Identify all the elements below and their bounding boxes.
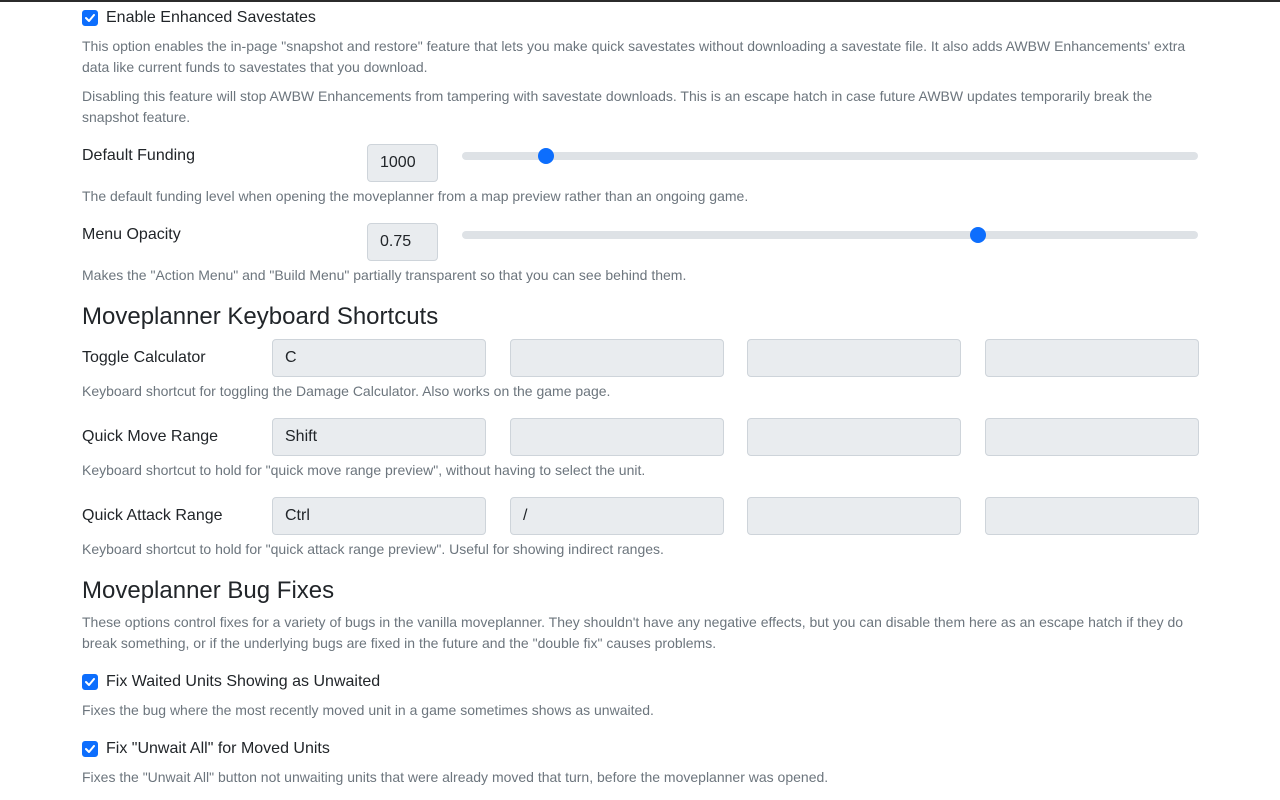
menu-opacity-slider[interactable] [462,231,1198,239]
fix-unwait-all-desc: Fixes the "Unwait All" button not unwaiting units that were already moved that turn, before the moveplanner was opened. [82,769,829,785]
window-top-border [0,0,1280,2]
fix-unwait-all-checkbox[interactable] [82,741,98,757]
quick-move-range-key-2[interactable] [510,418,724,456]
menu-opacity-input[interactable]: 0.75 [367,223,438,261]
quick-attack-range-desc: Keyboard shortcut to hold for "quick attack range preview". Useful for showing indirect ranges. [82,541,664,557]
fix-waited-units-desc: Fixes the bug where the most recently moved unit in a game sometimes shows as unwaited. [82,702,654,718]
toggle-calculator-desc: Keyboard shortcut for toggling the Damage Calculator. Also works on the game page. [82,383,611,399]
enhanced-savestates-row[interactable] [82,6,316,30]
toggle-calculator-key-4[interactable] [985,339,1199,377]
default-funding-label: Default Funding [82,147,195,164]
enhanced-savestates-checkbox[interactable] [82,10,98,26]
bug-fixes-section-title: Moveplanner Bug Fixes [82,577,335,604]
enhanced-savestates-desc-1: This option enables the in-page "snapshot and restore" feature that lets you make quick savestates without downloading a savestate file. It also adds AWBW Enhancements' extra data like current funds to savestates that you download. [82,38,1186,75]
quick-attack-range-key-3[interactable] [747,497,961,535]
quick-move-range-key-3[interactable] [747,418,961,456]
quick-attack-range-label: Quick Attack Range [82,507,223,524]
shortcuts-section-title: Moveplanner Keyboard Shortcuts [82,303,439,330]
default-funding-desc: The default funding level when opening the moveplanner from a map preview rather than an ongoing game. [82,188,749,204]
toggle-calculator-key-2[interactable] [510,339,724,377]
quick-move-range-key-1[interactable]: Shift [272,418,486,456]
menu-opacity-label: Menu Opacity [82,226,181,243]
quick-move-range-label: Quick Move Range [82,428,219,445]
quick-move-range-desc: Keyboard shortcut to hold for "quick move range preview", without having to select the unit. [82,462,646,478]
enhanced-savestates-desc-2: Disabling this feature will stop AWBW Enhancements from tampering with savestate downloads. This is an escape hatch in case future AWBW updates temporarily break the snapshot feature. [82,88,1153,125]
enhanced-savestates-label: Enable Enhanced Savestates [106,9,316,26]
toggle-calculator-key-1[interactable]: C [272,339,486,377]
checkmark-icon [85,14,95,22]
toggle-calculator-key-3[interactable] [747,339,961,377]
fix-unwait-all-label: Fix "Unwait All" for Moved Units [106,740,330,757]
default-funding-input[interactable]: 1000 [367,144,438,182]
default-funding-slider-thumb[interactable] [538,148,554,164]
toggle-calculator-label: Toggle Calculator [82,349,206,366]
fix-waited-units-label: Fix Waited Units Showing as Unwaited [106,673,381,690]
quick-attack-range-key-1[interactable]: Ctrl [272,497,486,535]
default-funding-slider[interactable] [462,152,1198,160]
checkmark-icon [85,678,95,686]
menu-opacity-desc: Makes the "Action Menu" and "Build Menu" partially transparent so that you can see behind them. [82,267,687,283]
checkmark-icon [85,745,95,753]
fix-waited-units-checkbox[interactable] [82,674,98,690]
quick-attack-range-key-2[interactable]: / [510,497,724,535]
fix-unwait-all-row[interactable] [82,737,330,761]
quick-move-range-key-4[interactable] [985,418,1199,456]
fix-waited-units-row[interactable] [82,670,380,694]
quick-attack-range-key-4[interactable] [985,497,1199,535]
menu-opacity-slider-thumb[interactable] [970,227,986,243]
bug-fixes-desc: These options control fixes for a variety of bugs in the vanilla moveplanner. They shouldn't have any negative effects, but you can disable them here as an escape hatch if they do break something, or if the underlying bugs are fixed in the future and the "double fix" causes problems. [82,614,1184,651]
